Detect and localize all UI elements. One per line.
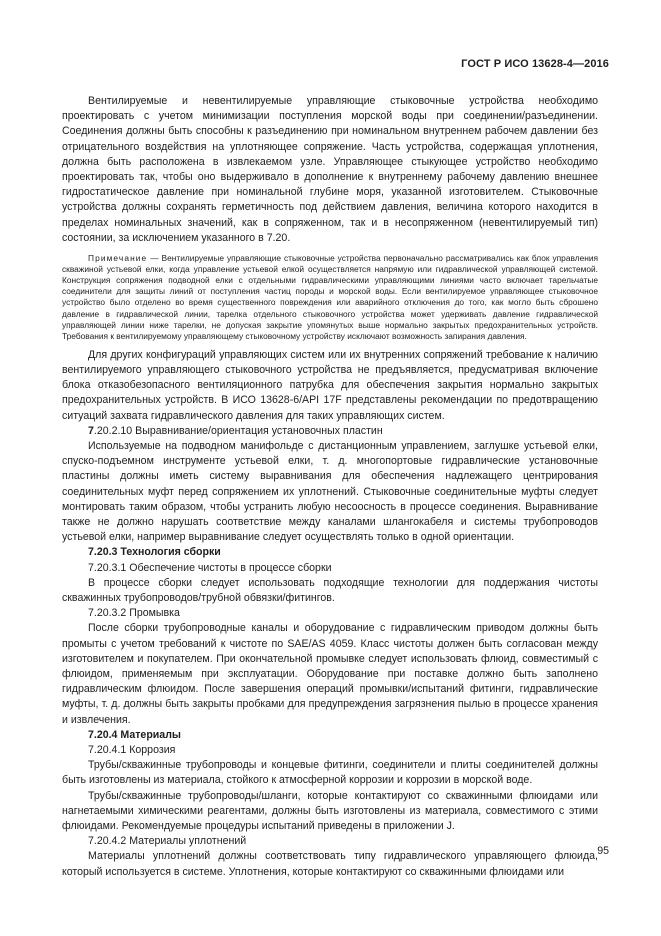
paragraph-flushing: После сборки трубопроводные каналы и оборудование с гидравлическим приводом должны быть промыты с учетом требований к чистоте по SAE/AS 4059. Класс чистоты должен быть согласован между изготовителем и покупателем. При окончательной промывке следует использовать флюид, совместимый с флюидом, применяемым при эксплуатации. Оборудование при поставке должно быть заполнено гидравлическим флюидом. После завершения операций промывки/испытаний фитинги, гидравлические муфты, т. д. должны быть закрыты пробками для предупреждения загрязнения пылью в процессе хранения и извлечения. [62,622,598,726]
subsection-title: .20.2.10 Выравнивание/ориентация установочных пластин [93,424,383,437]
paragraph-connectors-design: Вентилируемые и невентилируемые управляющие стыковочные устройства необходимо проектировать с учетом минимизации поступления морской воды при соединении/разъединении. Соединения должны быть способны к разъединению при номинальном внутреннем рабочем давлении без отрицательного воздействия на уплотняющее сопряжение. Часть устройства, содержащая уплотнения, должна быть расположена в извлекаемом узле. Управляющее стыкующее устройство необходимо проектировать так, чтобы оно выдерживало в дополнение к внутреннему рабочему давлению внешнее гидростатическое давление при номинальной глубине моря, указанной изготовителем. Стыковочные устройства должны сохранять герметичность под действием давления, величина которого находится в пределах номинальных значений, как в сопряженном, так и в несопряженном (невентилируемый тип) состоянии, за исключением указанного в 7.20. [62,95,598,244]
subsection-7-20-3-2: 7.20.3.2 Промывка [88,607,180,620]
heading-7-20-4: 7.20.4 Материалы [88,728,181,741]
subsection-7-20-3-1: 7.20.3.1 Обеспечение чистоты в процессе сборки [88,561,332,574]
note-text: — Вентилируемые управляющие стыковочные устройства первоначально рассматривались как блок управления скважиной устьевой елки, когда управление устьевой елкой осуществляется напрямую или гидравлической управляющей системой. Конструкция сопряжения подводной елки с отдельными гидравлическими управляющими линиями часто включает тарельчатые соединители для защиты линий от поступления частиц породы и морской воды. Если вентилируемое управляющее стыковочное устройство было отделено во время существенного повреждения или аварийного отключения до того, как могло быть сброшено давление в гидравлической линии, тарелка отдельного стыковочного устройства может удерживать давление гидравлической управляющей линии ниже тарелки, не допуская закрытие упомянутых выше нормально закрытых предохранительных устройств. Требования к вентилируемому управляющему стыковочному устройству исключают возможность запирания давления. [62,253,598,341]
note-block [62,253,598,342]
heading-7-20-3: 7.20.3 Технология сборки [88,546,221,559]
page-content [62,94,598,880]
subsection-number-bold: 7 [88,424,94,437]
standard-header: ГОСТ Р ИСО 13628-4—2016 [461,58,609,70]
paragraph-other-configurations: Для других конфигураций управляющих систем или их внутренних сопряжений требование к наличию вентилируемого управляющего стыковочного устройства не предъявляется, предусматривая включение блока отказобезопасного вентиляционного патрубка для обеспечения закрытия нормально закрытых предохранительных устройств. В ИСО 13628-6/API 17F представлены рекомендации по предотвращению ситуаций захвата гидравлического давления для таких управляющих систем. [62,348,598,422]
subsection-7-20-4-1: 7.20.4.1 Коррозия [88,744,176,757]
page-number: 95 [597,845,609,857]
paragraph-corrosion: Трубы/скважинные трубопроводы и концевые фитинги, соединители и плиты соединителей должны быть изготовлены из материала, стойкого к атмосферной коррозии и коррозии в морской воде. [62,759,598,787]
paragraph-seal-materials: Материалы уплотнений должны соответствовать типу гидравлического управляющего флюида, который используется в системе. Уплотнения, которые контактируют со скважинными флюидами или [62,850,598,878]
subsection-7-20-2-10 [62,424,598,439]
paragraph-assembly-cleanliness: В процессе сборки следует использовать подходящие технологии для поддержания чистоты скважинных трубопроводов/трубной обвязки/фитингов. [62,576,598,605]
subsection-7-20-4-2: 7.20.4.2 Материалы уплотнений [88,835,247,848]
paragraph-hoses-fluids: Трубы/скважинные трубопроводы/шланги, которые контактируют со скважинными флюидами или нагнетаемыми химическими реагентами, должны быть изготовлены из материала, совместимого с этими флюидами. Рекомендуемые процедуры испытаний приведены в приложении J. [62,789,598,833]
note-label: Примечание [88,253,148,264]
paragraph-alignment: Используемые на подводном манифольде с дистанционным управлением, заглушке устьевой елки, спуско-подъемном инструменте устьевой елки, т. д. многопортовые гидравлические установочные пластины должны иметь систему выравнивания для обеспечения надлежащего центрирования соединительных муфт перед сопряжением их уплотнений. Стыковочные соединительные муфты следует монтировать таким образом, чтобы устранить любую несоосность в процессе соединения. Выравнивание также не должно нарушать соответствие между каналами шлангокабеля и системы трубопроводов устьевой елки, например выравнивание следует осуществлять только в одной ориентации. [62,440,598,544]
